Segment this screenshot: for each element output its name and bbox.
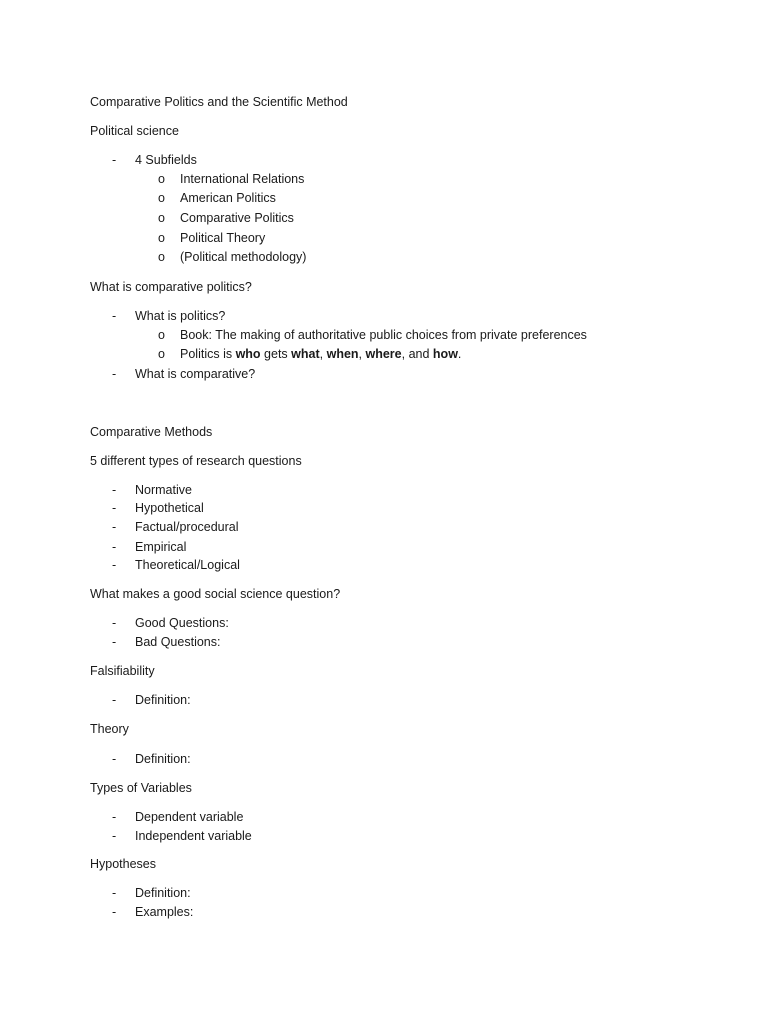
list-item: Normative xyxy=(135,483,192,497)
bold-who: who xyxy=(235,347,261,361)
sub-list-item: American Politics xyxy=(180,191,276,205)
text-run: , and xyxy=(401,347,433,361)
text-run: gets xyxy=(260,347,292,361)
dash-marker: - xyxy=(112,829,117,843)
dash-marker: - xyxy=(112,752,117,766)
bold-how: how xyxy=(432,347,458,361)
heading-comparative-politics: What is comparative politics? xyxy=(90,280,252,294)
list-item: Theoretical/Logical xyxy=(135,558,240,572)
sub-list-item: Book: The making of authoritative public choices from private preferences xyxy=(180,328,587,342)
dash-marker: - xyxy=(112,501,117,515)
list-item: Hypothetical xyxy=(135,501,204,515)
sub-list-item-politics-definition xyxy=(180,346,461,362)
text-run: . xyxy=(457,347,462,361)
dash-marker: - xyxy=(112,886,117,900)
list-item: 4 Subfields xyxy=(135,153,197,167)
bullet-marker: o xyxy=(158,347,165,361)
text-run: , xyxy=(358,347,366,361)
heading-types-of-variables: Types of Variables xyxy=(90,781,192,795)
sub-list-item: (Political methodology) xyxy=(180,250,307,264)
list-item: Independent variable xyxy=(135,829,252,843)
dash-marker: - xyxy=(112,540,117,554)
list-item: What is comparative? xyxy=(135,367,256,381)
bullet-marker: o xyxy=(158,328,165,342)
bullet-marker: o xyxy=(158,191,165,205)
dash-marker: - xyxy=(112,558,117,572)
heading-good-question: What makes a good social science question? xyxy=(90,587,341,601)
heading-hypotheses: Hypotheses xyxy=(90,857,157,871)
dash-marker: - xyxy=(112,616,117,630)
dash-marker: - xyxy=(112,693,117,707)
list-item: Factual/procedural xyxy=(135,520,239,534)
bullet-marker: o xyxy=(158,172,165,186)
heading-comparative-methods: Comparative Methods xyxy=(90,425,213,439)
dash-marker: - xyxy=(112,520,117,534)
document-title: Comparative Politics and the Scientific Method xyxy=(90,95,348,109)
sub-list-item: Comparative Politics xyxy=(180,211,294,225)
dash-marker: - xyxy=(112,153,117,167)
list-item: Bad Questions: xyxy=(135,635,221,649)
bullet-marker: o xyxy=(158,211,165,225)
dash-marker: - xyxy=(112,367,117,381)
text-run: Politics is xyxy=(180,347,236,361)
heading-political-science: Political science xyxy=(90,124,179,138)
list-item: What is politics? xyxy=(135,309,226,323)
text-run: , xyxy=(319,347,327,361)
list-item: Good Questions: xyxy=(135,616,229,630)
list-item: Definition: xyxy=(135,886,191,900)
list-item: Definition: xyxy=(135,693,191,707)
list-item: Definition: xyxy=(135,752,191,766)
list-item: Empirical xyxy=(135,540,187,554)
dash-marker: - xyxy=(112,483,117,497)
bold-what: what xyxy=(291,347,320,361)
sub-list-item: International Relations xyxy=(180,172,305,186)
dash-marker: - xyxy=(112,810,117,824)
list-item: Examples: xyxy=(135,905,194,919)
sub-list-item: Political Theory xyxy=(180,231,266,245)
bullet-marker: o xyxy=(158,250,165,264)
heading-theory: Theory xyxy=(90,722,129,736)
list-item: Dependent variable xyxy=(135,810,244,824)
bullet-marker: o xyxy=(158,231,165,245)
dash-marker: - xyxy=(112,905,117,919)
heading-falsifiability: Falsifiability xyxy=(90,664,155,678)
bold-where: where xyxy=(365,347,402,361)
dash-marker: - xyxy=(112,635,117,649)
bold-when: when xyxy=(326,347,359,361)
dash-marker: - xyxy=(112,309,117,323)
heading-research-questions: 5 different types of research questions xyxy=(90,454,302,468)
